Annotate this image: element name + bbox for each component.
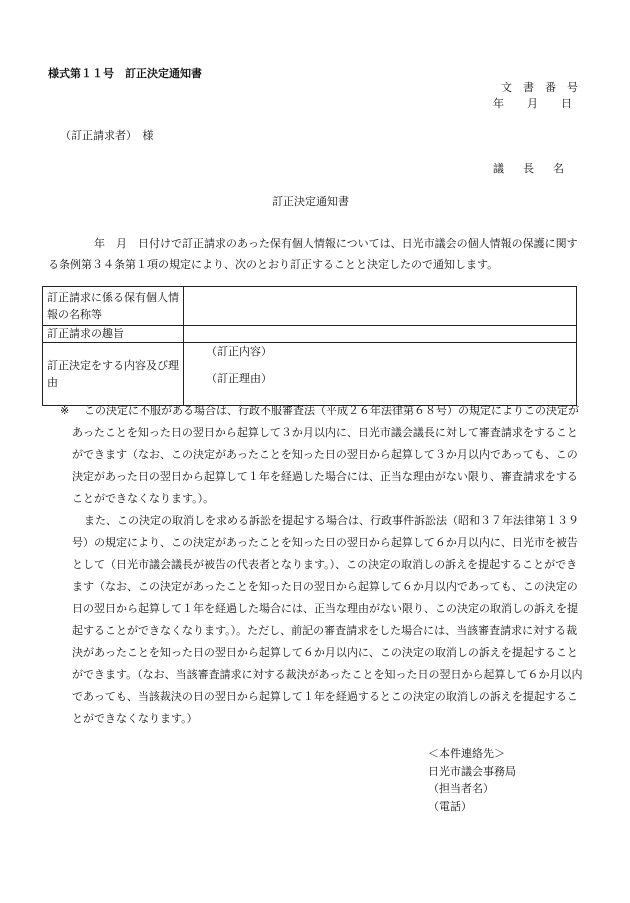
table-value-cell — [184, 343, 577, 406]
notice-title: 訂正決定通知書 — [272, 195, 349, 208]
contact-phone: （電話） — [428, 799, 472, 813]
contact-office: 日光市議会事務局 — [428, 764, 516, 778]
correction-reason-label: （訂正理由） — [206, 372, 272, 385]
table-value-cell — [184, 287, 577, 326]
contact-block — [428, 745, 516, 815]
note-paragraph-1: この決定に不服がある場合は、行政不服審査法（平成２６年法律第６８号）の規定によりこの決定があったことを知った日の翌日から起算して３か月以内に、日光市議会議長に対して審査請求をすることができます（なお、この決定があったことを知った日の翌日から起算して３か月以内であっても、この決定があった日の翌日から起算して１年を経過した場合には、正当な理由がない限り、審査請求をすることができなくなります。）。 — [72, 404, 579, 505]
body-paragraph: 年 月 日付けで訂正請求のあった保有個人情報については、日光市議会の個人情報の保護に関する条例第３４条第１項の規定により、次のとおり訂正することと決定したので通知します。 — [48, 237, 578, 271]
sender-name: 議 長 名 — [493, 162, 568, 175]
table-row — [43, 343, 577, 406]
addressee: （訂正請求者） 様 — [60, 129, 154, 142]
decision-table — [42, 286, 577, 406]
date-label: 年 月 日 — [493, 97, 578, 110]
contact-heading: ＜本件連絡先＞ — [428, 747, 505, 760]
correction-content-label: （訂正内容） — [206, 345, 272, 358]
table-row — [43, 326, 577, 343]
document-number-label: 文 書 番 号 — [501, 81, 578, 94]
table-value-cell — [184, 326, 577, 343]
table-label-cell: 訂正請求の趣旨 — [43, 326, 184, 343]
table-label-cell: 訂正決定をする内容及び理由 — [43, 343, 184, 406]
table-row — [43, 287, 577, 326]
contact-person: （担当者名） — [428, 782, 494, 795]
form-number: 様式第１１号 訂正決定通知書 — [48, 67, 202, 80]
note-mark: ※ — [60, 404, 70, 417]
note-paragraph-2: また、この決定の取消しを求める訴訟を提起する場合は、行政事件訴訟法（昭和３７年法律第１３９号）の規定により、この決定があったことを知った日の翌日から起算して６か月以内に、日光市を被告として（日光市議会議長が被告の代表者となります。）、この決定の取消しの訴えを提起することができます（なお、この決定があったことを知った日の翌日から起算して６か月以内であっても、この決定の日の翌日から起算して１年を経過した場合には、正当な理由がない限り、この決定の取消しの訴えを提起することができなくなります。）。ただし、前記の審査請求をした場合には、当該審査請求に対する裁決があったことを知った日の翌日から起算して６か月以内に、この決定の取消しの訴えを提起することができます。（なお、当該審査請求に対する裁決があったことを知った日の翌日から起算して６か月以内であっても、当該裁決の日の翌日から起算して１年を経過するとこの決定の取消しの訴えを提起することができなくなります。） — [72, 514, 583, 725]
table-label-cell: 訂正請求に係る保有個人情報の名称等 — [43, 287, 184, 326]
